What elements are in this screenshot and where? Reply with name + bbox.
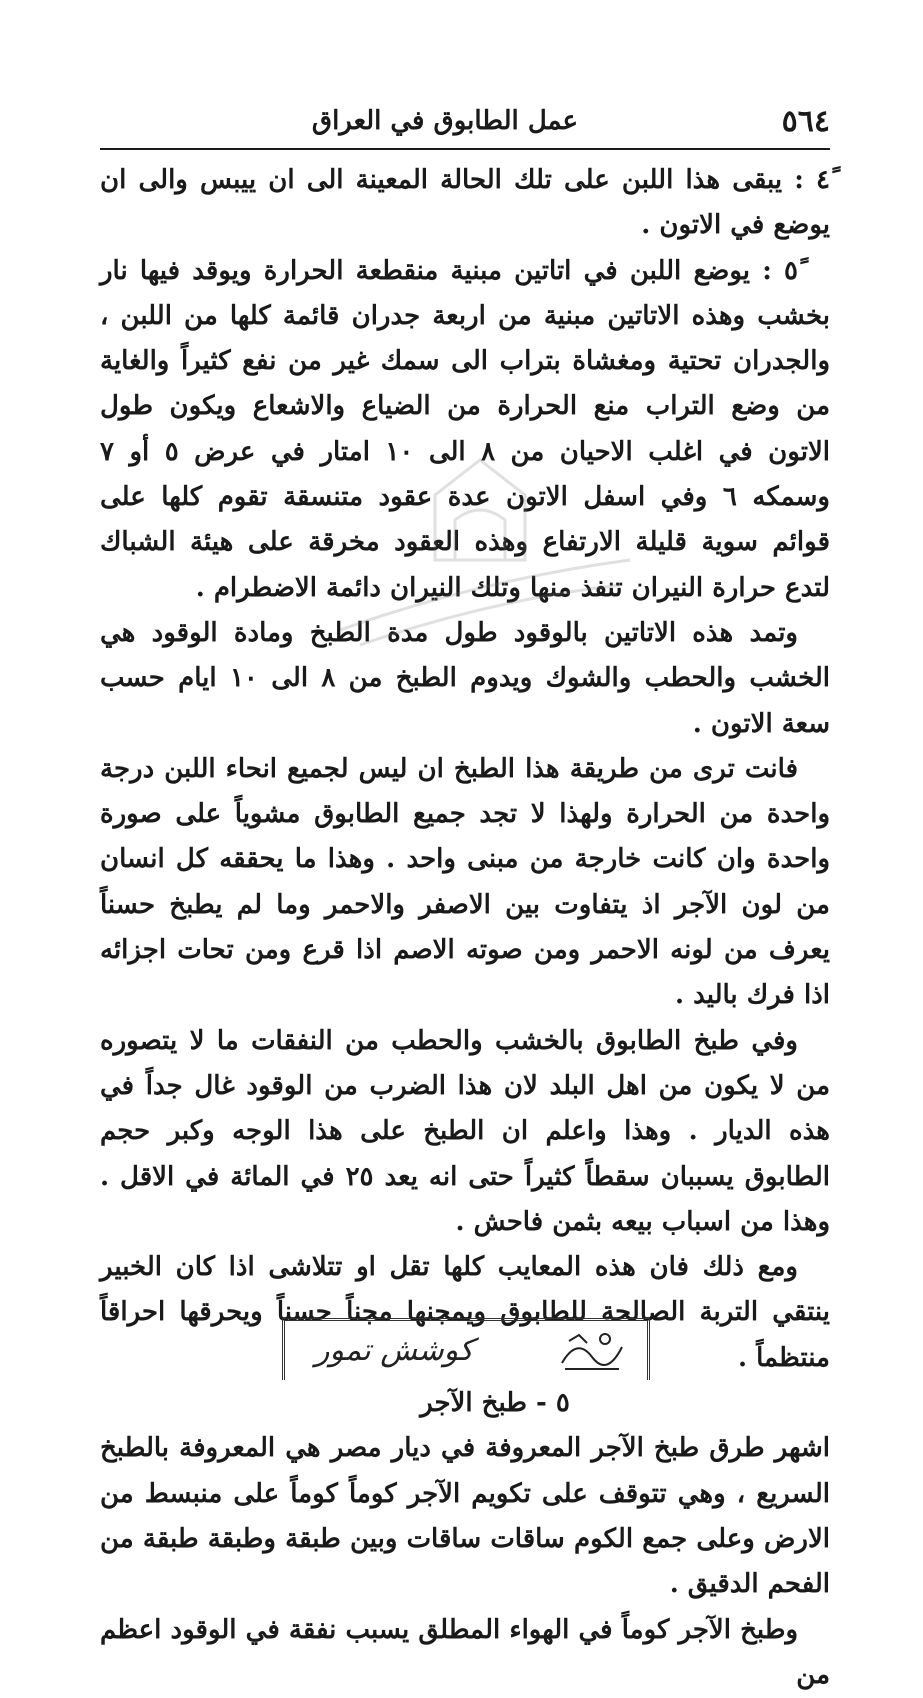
page-number: ٥٦٤ xyxy=(782,104,830,139)
library-stamp xyxy=(282,1318,650,1380)
page-header xyxy=(100,100,830,144)
paragraph-3: وتمد هذه الاتاتين بالوقود طول مدة الطبخ ومادة الوقود هي الخشب والحطب والشوك ويدوم الطبخ من ٨ الى ١٠ ايام حسب سعة الاتون . xyxy=(100,611,830,747)
paragraph-2: ٥ً : يوضع اللبن في اتاتين مبنية منقطعة الحرارة ويوقد فيها نار بخشب وهذه الاتاتين مبنية من اربعة جدران قائمة كلها من اللبن ، والجدران تحتية ومغشاة بتراب الى سمك غير من نفع كثيراً والغاية من وضع التراب منع الحرارة من الضياع والاشعاع ويكون طول الاتون في اغلب الاحيان من ٨ الى ١٠ امتار في عرض ٥ أو ٧ وسمكه ٦ وفي اسفل الاتون عدة عقود متنسقة تقوم كلها على قوائم سوية قليلة الارتفاع وهذه العقود مخرقة على هيئة الشباك لتدع حرارة النيران تنفذ منها وتلك النيران دائمة الاضطرام . xyxy=(100,249,830,611)
paragraph-5: وفي طبخ الطابوق بالخشب والحطب من النفقات ما لا يتصوره من لا يكون من اهل البلد لان هذا الضرب من الوقود غال جداً في هذه الديار . وهذا واعلم ان الطبخ على هذا الوجه وكبر حجم الطابوق يسببان سقطاً كثيراً حتى انه يعد ٢٥ في المائة في الاقل . وهذا من اسباب بيعه بثمن فاحش . xyxy=(100,1019,830,1245)
paragraph-7: اشهر طرق طبخ الآجر المعروفة في ديار مصر هي المعروفة بالطبخ السريع ، وهي تتوقف على تكويم الآجر كوماً كوماً على منبسط من الارض وعلى جمع الكوم ساقات ساقات وبين طبقة وطبقة طبقة من الفحم الدقيق . xyxy=(100,1426,830,1607)
body-text xyxy=(100,158,830,1698)
stamp-handwriting: كوشش تمور xyxy=(315,1333,473,1368)
paragraph-1: ٤ً : يبقى هذا اللبن على تلك الحالة المعينة الى ان ييبس والى ان يوضع في الاتون . xyxy=(100,158,830,249)
paragraph-8: وطبخ الآجر كوماً في الهواء المطلق يسبب نفقة في الوقود اعظم من xyxy=(100,1608,830,1698)
paragraph-6: ومع ذلك فان هذه المعايب كلها تقل او تتلاشى اذا كان الخبير ينتقي التربة الصالحة للطابوق ويمجنها مجناً حسناً ويحرقها احراقاً منتظماً . xyxy=(100,1245,830,1381)
paragraph-4: فانت ترى من طريقة هذا الطبخ ان ليس لجميع انحاء اللبن درجة واحدة من الحرارة ولهذا لا تجد جميع الطابوق مشوياً على صورة واحدة وان كانت خارجة من مبنى واحد . وهذا ما يحققه كل انسان من لون الآجر اذ يتفاوت بين الاصفر والاحمر وما لم يطبخ حسناً يعرف من لونه الاحمر ومن صوته الاصم اذا قرع ومن تحات اجزائه اذا فرك باليد . xyxy=(100,747,830,1019)
running-title: عمل الطابوق في العراق xyxy=(280,106,610,136)
section-heading: ٥ - طبخ الآجر xyxy=(100,1381,830,1426)
header-rule xyxy=(100,148,830,150)
seal-icon xyxy=(557,1327,627,1373)
